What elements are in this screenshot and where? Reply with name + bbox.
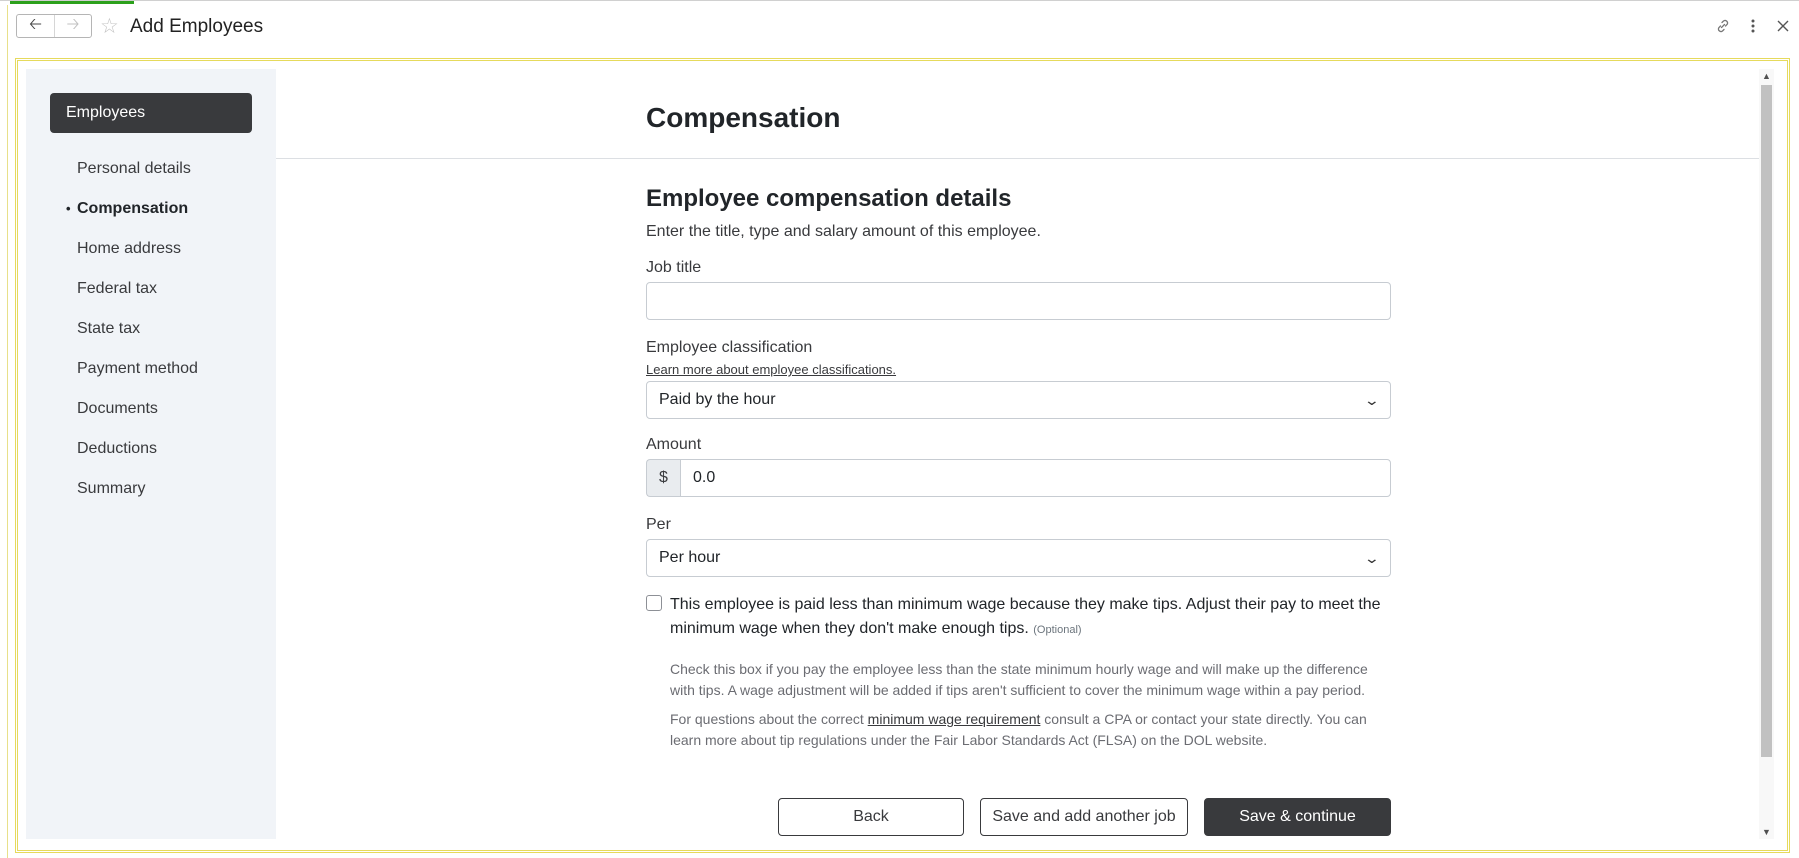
currency-prefix: $ (646, 459, 680, 497)
back-arrow-icon[interactable]: 🡠 (29, 15, 42, 33)
sidebar-item-label: State tax (77, 320, 141, 337)
classification-select[interactable] (646, 381, 1391, 419)
minimum-wage-link[interactable]: minimum wage requirement (867, 711, 1041, 727)
amount-label: Amount (646, 436, 702, 453)
window-title: Add Employees (130, 16, 264, 37)
job-title-input[interactable] (646, 282, 1391, 320)
sidebar-item-home-address[interactable] (26, 229, 276, 269)
compensation-form (646, 184, 1391, 751)
scroll-up-icon[interactable]: ▲ (1762, 71, 1771, 81)
per-label: Per (646, 516, 671, 533)
scrollbar-thumb[interactable] (1761, 85, 1772, 757)
sidebar-steps (26, 149, 276, 509)
current-step-bullet: • (66, 201, 71, 216)
tips-checkbox[interactable] (646, 595, 662, 611)
sidebar-item-label: Documents (77, 400, 158, 417)
sidebar-item-label: Summary (77, 480, 146, 497)
tips-checkbox-row (646, 593, 1391, 642)
sidebar-item-summary[interactable] (26, 469, 276, 509)
page-title: Compensation (646, 102, 841, 133)
section-title: Employee compensation details (646, 185, 1012, 212)
sidebar-item-deductions[interactable] (26, 429, 276, 469)
classification-label: Employee classification (646, 339, 813, 356)
sidebar-item-label: Deductions (77, 440, 158, 457)
brand-accent-bar (10, 1, 134, 4)
per-select[interactable] (646, 539, 1391, 577)
job-title-label: Job title (646, 259, 702, 276)
classification-learn-more-link[interactable]: Learn more about employee classifications. (646, 362, 897, 377)
sidebar-item-personal-details[interactable] (26, 149, 276, 189)
sidebar-header-employees[interactable]: Employees (50, 93, 252, 133)
help-text-part: For questions about the correct (670, 711, 868, 727)
amount-field (646, 459, 1391, 497)
tips-checkbox-label: This employee is paid less than minimum wage because they make tips. Adjust their pay to meet the minimum wage when they don't make enough tips. (670, 596, 1381, 637)
save-continue-button[interactable]: Save & continue (1204, 798, 1391, 836)
help-text-part: consult a CPA or contact your state directly. You can learn more about tip regulations under the Fair Labor Standards Act (FLSA) on the DOL website. (670, 711, 1367, 748)
chevron-down-icon: ⌄ (1363, 391, 1381, 408)
sidebar-item-federal-tax[interactable] (26, 269, 276, 309)
optional-tag: (Optional) (1033, 624, 1082, 636)
sidebar-item-label: Compensation (77, 200, 189, 217)
sidebar-item-documents[interactable] (26, 389, 276, 429)
forward-arrow-icon[interactable]: 🡢 (54, 15, 91, 37)
wage-help-text (646, 709, 1391, 751)
sidebar-item-label: Federal tax (77, 280, 158, 297)
sidebar-item-label: Payment method (77, 360, 198, 377)
save-add-another-job-button[interactable]: Save and add another job (980, 798, 1188, 836)
amount-input[interactable]: 0.0 (680, 459, 1391, 497)
chevron-down-icon: ⌄ (1363, 549, 1381, 566)
section-subtitle: Enter the title, type and salary amount of this employee. (646, 223, 1041, 240)
sidebar-item-state-tax[interactable] (26, 309, 276, 349)
sidebar-item-label: Home address (77, 240, 182, 257)
back-button[interactable]: Back (778, 798, 964, 836)
scrollbar[interactable] (1759, 69, 1774, 839)
sidebar-item-payment-method[interactable] (26, 349, 276, 389)
divider (276, 158, 1759, 159)
sidebar (26, 69, 276, 839)
per-selected-value: Per hour (659, 549, 721, 566)
main-content (276, 69, 1759, 839)
scroll-down-icon[interactable]: ▼ (1762, 827, 1771, 837)
classification-selected-value: Paid by the hour (659, 391, 776, 408)
star-icon[interactable]: ☆ (100, 15, 119, 38)
sidebar-item-label: Personal details (77, 160, 191, 177)
tips-help-text: Check this box if you pay the employee less than the state minimum hourly wage and will make up the difference with tips. A wage adjustment will be added if tips aren't sufficient to cover the minimum wage within a pay period. (670, 661, 1368, 698)
sidebar-item-compensation[interactable] (26, 189, 276, 229)
